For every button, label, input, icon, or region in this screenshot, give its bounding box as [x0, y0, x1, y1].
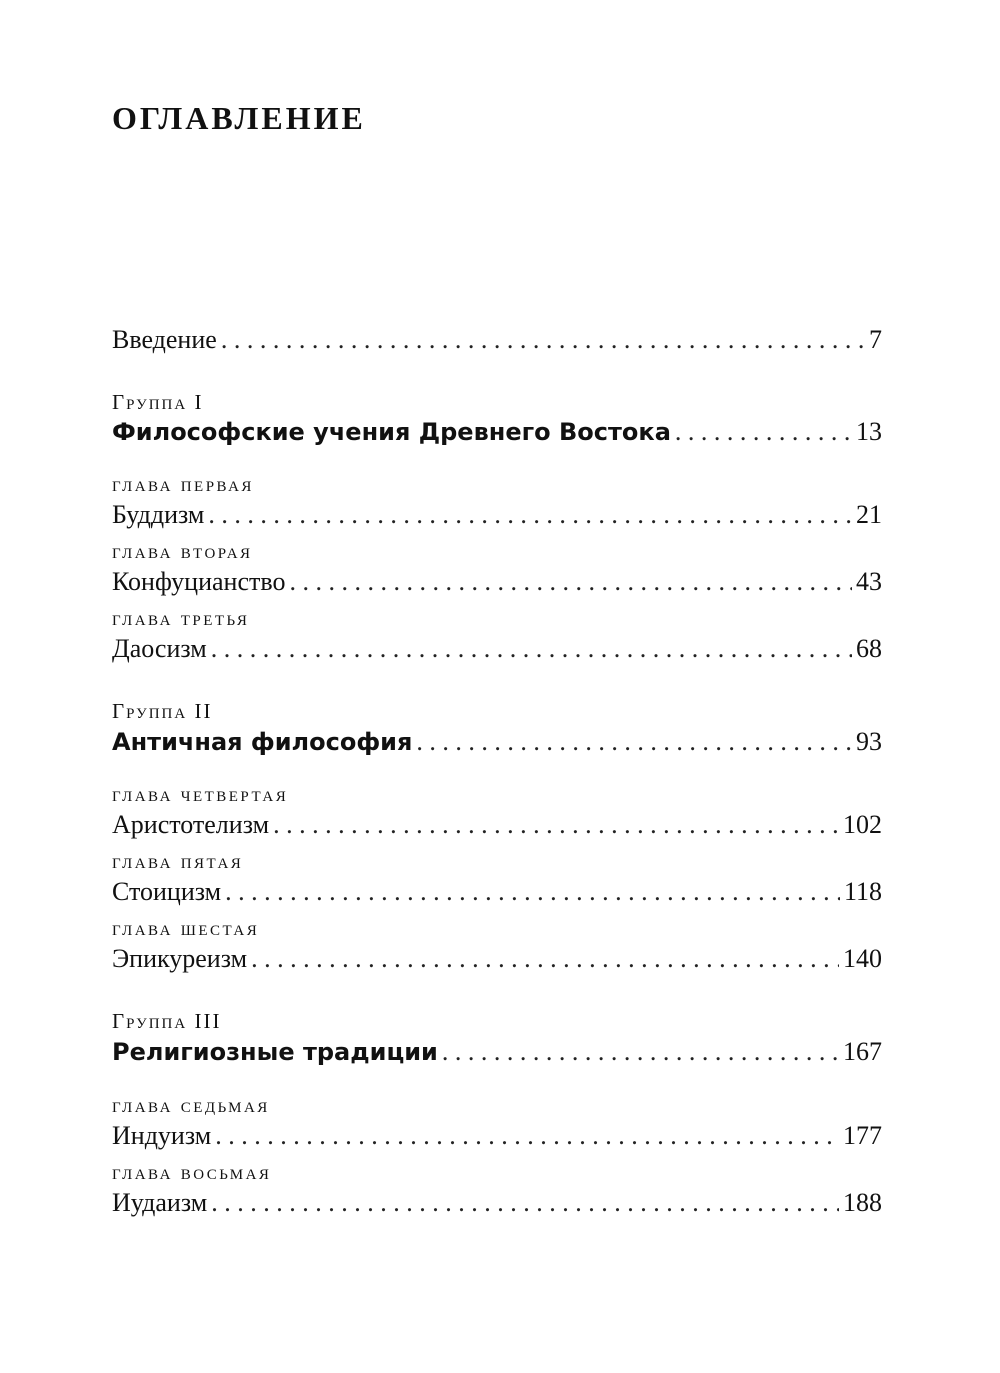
toc-entry-label: Индуизм [112, 1121, 212, 1150]
group-kicker: Группа II [112, 699, 213, 723]
dot-leader [208, 498, 852, 532]
toc-entry-label: Аристотелизм [112, 810, 270, 839]
chapter-kicker: глава вторая [112, 539, 253, 563]
toc-entry-page: 93 [856, 727, 882, 756]
toc-entry-page: 102 [843, 810, 882, 839]
group-kicker: Группа III [112, 1009, 222, 1033]
toc-entry-page: 21 [856, 500, 882, 529]
toc-entry-group-heading[interactable] [112, 725, 882, 759]
toc-entry-page: 7 [869, 325, 882, 354]
chapter-kicker: глава шестая [112, 916, 260, 940]
toc-entry-page: 177 [843, 1121, 882, 1150]
toc-entry-label: Конфуцианство [112, 567, 286, 596]
toc-entry-page: 140 [843, 944, 882, 973]
toc-entry-label: Буддизм [112, 500, 205, 529]
group-kicker: Группа I [112, 390, 204, 414]
dot-leader [273, 808, 839, 842]
toc-entry-chapter[interactable] [112, 498, 882, 532]
dot-leader [211, 1186, 839, 1220]
toc-entry-page: 188 [843, 1188, 882, 1217]
toc-entry-page: 43 [856, 567, 882, 596]
chapter-kicker: глава третья [112, 606, 250, 630]
toc-entry-intro[interactable] [112, 323, 882, 357]
dot-leader [221, 323, 865, 357]
dot-leader [416, 725, 852, 759]
dot-leader [251, 942, 839, 976]
dot-leader [442, 1035, 839, 1069]
toc-entry-label: Стоицизм [112, 877, 222, 906]
chapter-kicker: глава первая [112, 472, 254, 496]
toc-entry-page: 68 [856, 634, 882, 663]
dot-leader [211, 632, 852, 666]
dot-leader [215, 1119, 839, 1153]
chapter-kicker: глава седьмая [112, 1093, 270, 1117]
toc-entry-chapter[interactable] [112, 632, 882, 666]
toc-entry-label: Введение [112, 325, 217, 354]
page-title: оглавление [112, 88, 366, 139]
toc-entry-label: Религиозные традиции [112, 1038, 438, 1066]
toc-entry-page: 13 [856, 417, 882, 446]
toc-entry-label: Философские учения Древнего Востока [112, 418, 671, 446]
toc-entry-page: 167 [843, 1037, 882, 1066]
toc-entry-group-heading[interactable] [112, 415, 882, 449]
dot-leader [289, 565, 852, 599]
toc-entry-label: Иудаизм [112, 1188, 208, 1217]
toc-entry-label: Даосизм [112, 634, 207, 663]
toc-entry-label: Эпикуреизм [112, 944, 248, 973]
toc-entry-chapter[interactable] [112, 1119, 882, 1153]
toc-entry-chapter[interactable] [112, 1186, 882, 1220]
toc-entry-label: Античная философия [112, 728, 413, 756]
toc-entry-chapter[interactable] [112, 875, 882, 909]
chapter-kicker: глава восьмая [112, 1160, 272, 1184]
chapter-kicker: глава пятая [112, 849, 244, 873]
dot-leader [675, 415, 852, 449]
toc-entry-page: 118 [843, 877, 882, 906]
toc-entry-chapter[interactable] [112, 565, 882, 599]
dot-leader [225, 875, 840, 909]
toc-entry-group-heading[interactable] [112, 1035, 882, 1069]
toc-entry-chapter[interactable] [112, 808, 882, 842]
chapter-kicker: глава четвертая [112, 782, 289, 806]
toc-entry-chapter[interactable] [112, 942, 882, 976]
